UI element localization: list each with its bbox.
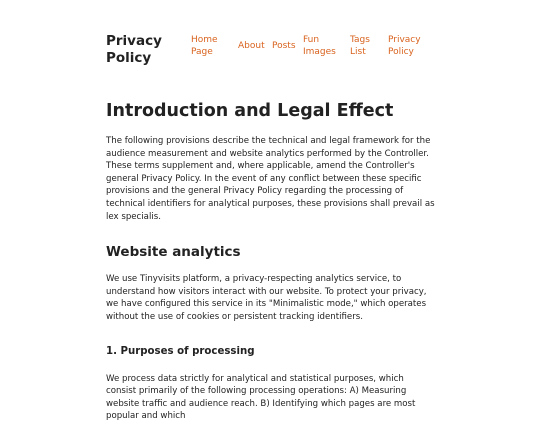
nav-link-fun-images[interactable]: Fun Images — [303, 35, 336, 57]
nav-link-posts[interactable]: Posts — [272, 41, 296, 51]
site-title[interactable]: Privacy Policy — [106, 33, 162, 66]
intro-paragraph: The following provisions describe the technical and legal framework for the audience measurement and website analytics performed by the Controller. These terms supplement and, where applicable, amend the Controller's general Privacy Policy. In the event of any conflict between these specific provisions and the general Privacy Policy regarding the processing of technical identifiers for analytical purposes, these provisions shall prevail as lex specialis. — [106, 136, 435, 222]
nav-link-home-page[interactable]: Home Page — [191, 35, 218, 57]
analytics-paragraph: We use Tinyvisits platform, a privacy-respecting analytics service, to understand how visitors interact with our website. To protect your privacy, we have configured this service in its "Minimalistic mode," which operates without the use of cookies or persistent tracking identifiers. — [106, 274, 427, 322]
nav-link-tags-list[interactable]: Tags List — [350, 35, 370, 57]
nav-link-about[interactable]: About — [238, 41, 265, 51]
nav-link-privacy-policy[interactable]: Privacy Policy — [388, 35, 421, 57]
page-title: Introduction and Legal Effect — [106, 101, 394, 121]
purposes-paragraph: We process data strictly for analytical and statistical purposes, which consist primarily of the following processing operations: A) Measuring website traffic and audience reach. B) Identifying which pages are most popular and which — [106, 373, 416, 422]
main-content — [106, 100, 436, 423]
site-header — [0, 0, 540, 80]
section-heading-website-analytics: Website analytics — [106, 244, 241, 261]
subsection-heading-purposes: 1. Purposes of processing — [106, 345, 255, 357]
